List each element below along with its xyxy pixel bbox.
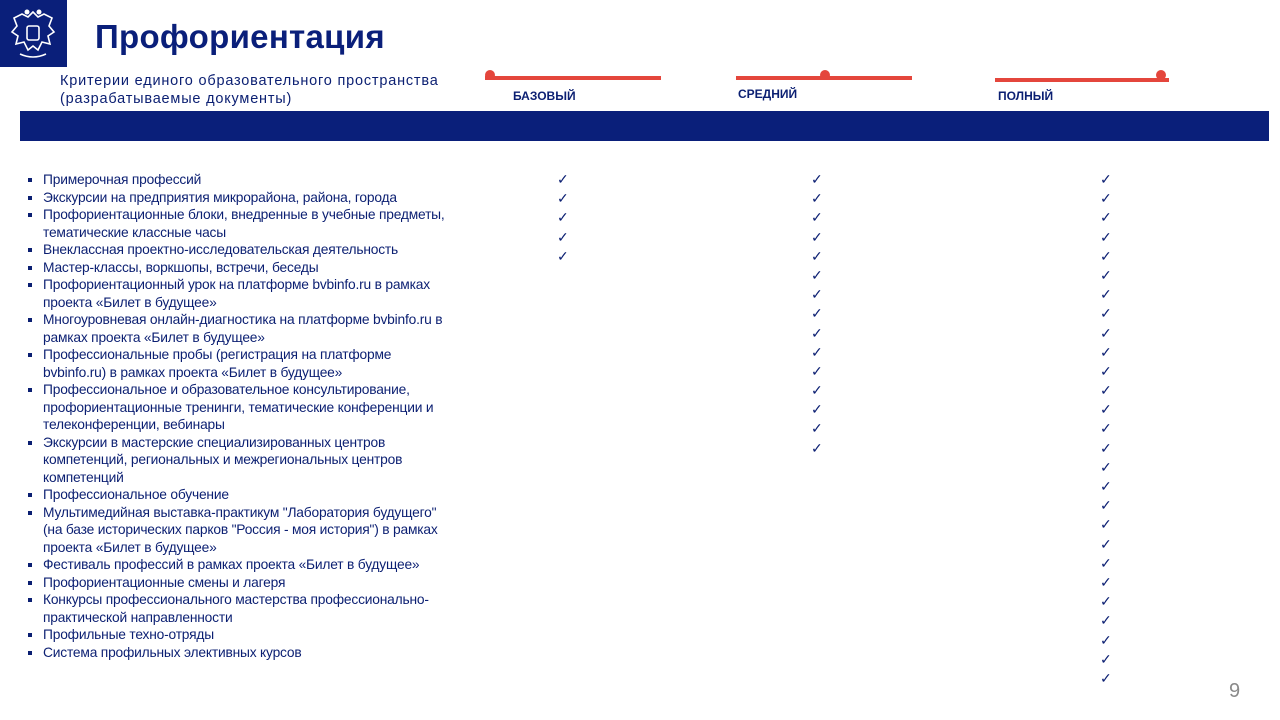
level-label-base: БАЗОВЫЙ	[513, 89, 576, 103]
checkmark-icon: ✓	[1100, 497, 1112, 514]
checkmark-icon: ✓	[557, 171, 569, 187]
level-bar	[995, 78, 1169, 82]
checkmark-icon: ✓	[1100, 286, 1112, 303]
checkmark-icon: ✓	[811, 228, 823, 245]
header-band	[20, 111, 1269, 141]
checkmark-icon: ✓	[1100, 650, 1112, 667]
checkmark-icon: ✓	[1100, 343, 1112, 360]
list-item: Экскурсии на предприятия микрорайона, района, города	[28, 189, 448, 207]
checkmark-icon: ✓	[1100, 631, 1112, 648]
checkmark-icon: ✓	[557, 247, 569, 264]
subtitle-line-1: Критерии единого образовательного пространства	[60, 73, 439, 89]
check-column-base	[557, 171, 569, 267]
check-column-full	[1100, 171, 1112, 689]
checkmark-icon: ✓	[811, 190, 823, 207]
checkmark-icon: ✓	[1100, 401, 1112, 418]
level-dot	[1156, 70, 1166, 80]
checkmark-icon: ✓	[811, 420, 823, 437]
checkmark-icon: ✓	[1100, 247, 1112, 264]
checkmark-icon: ✓	[557, 190, 569, 207]
list-item: Фестиваль профессий в рамках проекта «Билет в будущее»	[28, 556, 448, 574]
level-indicator-base	[485, 70, 661, 84]
checkmark-icon: ✓	[1100, 382, 1112, 399]
level-dot	[485, 70, 495, 80]
level-indicator-full	[995, 70, 1169, 84]
level-label-full: ПОЛНЫЙ	[998, 89, 1054, 103]
checkmark-icon: ✓	[1100, 458, 1112, 475]
checkmark-icon: ✓	[1100, 516, 1112, 533]
list-item: Примерочная профессий	[28, 171, 448, 189]
checkmark-icon: ✓	[1100, 228, 1112, 245]
subtitle	[60, 72, 439, 108]
checkmark-icon: ✓	[1100, 593, 1112, 610]
checkmark-icon: ✓	[811, 362, 823, 379]
level-label-medium: СРЕДНИЙ	[738, 87, 798, 101]
check-column-medium	[811, 171, 823, 459]
checkmark-icon: ✓	[1100, 535, 1112, 552]
list-item: Профессиональное обучение	[28, 486, 448, 504]
checkmark-icon: ✓	[1100, 209, 1112, 226]
list-item: Профориентационные блоки, внедренные в учебные предметы, тематические классные часы	[28, 206, 448, 241]
list-item: Экскурсии в мастерские специализированных центров компетенций, региональных и межрегиональных центров компетенций	[28, 434, 448, 487]
list-item: Мастер-классы, воркшопы, встречи, беседы	[28, 259, 448, 277]
checkmark-icon: ✓	[557, 228, 569, 245]
checkmark-icon: ✓	[1100, 171, 1112, 187]
list-item: Профессиональное и образовательное консультирование, профориентационные тренинги, тематические конференции и телеконференции, вебинары	[28, 381, 448, 434]
checkmark-icon: ✓	[1100, 669, 1112, 686]
level-bar	[485, 76, 661, 80]
checkmark-icon: ✓	[811, 439, 823, 456]
checkmark-icon: ✓	[811, 171, 823, 187]
subtitle-line-2: (разрабатываемые документы)	[60, 91, 293, 107]
checkmark-icon: ✓	[557, 209, 569, 226]
level-dot	[820, 70, 830, 80]
checkmark-icon: ✓	[1100, 324, 1112, 341]
checkmark-icon: ✓	[811, 209, 823, 226]
checkmark-icon: ✓	[811, 247, 823, 264]
checkmark-icon: ✓	[811, 305, 823, 322]
list-item: Внеклассная проектно-исследовательская деятельность	[28, 241, 448, 259]
list-item: Конкурсы профессионального мастерства профессионально-практической направленности	[28, 591, 448, 626]
list-item: Система профильных элективных курсов	[28, 644, 448, 662]
page-number: 9	[1229, 680, 1241, 702]
checkmark-icon: ✓	[1100, 420, 1112, 437]
checkmark-icon: ✓	[811, 343, 823, 360]
criteria-list	[28, 171, 448, 661]
list-item: Профориентационные смены и лагеря	[28, 574, 448, 592]
checkmark-icon: ✓	[1100, 362, 1112, 379]
checkmark-icon: ✓	[1100, 190, 1112, 207]
list-item: Мультимедийная выставка-практикум "Лаборатория будущего" (на базе исторических парков "Россия - моя история") в рамках проекта «Билет в будущее»	[28, 504, 448, 557]
list-item: Многоуровневая онлайн-диагностика на платформе bvbinfo.ru в рамках проекта «Билет в будущее»	[28, 311, 448, 346]
checkmark-icon: ✓	[1100, 305, 1112, 322]
checkmark-icon: ✓	[1100, 554, 1112, 571]
coat-of-arms-logo	[0, 0, 67, 67]
checkmark-icon: ✓	[811, 401, 823, 418]
checkmark-icon: ✓	[1100, 478, 1112, 494]
checkmark-icon: ✓	[1100, 573, 1112, 590]
checkmark-icon: ✓	[1100, 266, 1112, 283]
checkmark-icon: ✓	[811, 324, 823, 341]
checkmark-icon: ✓	[811, 266, 823, 283]
checkmark-icon: ✓	[811, 382, 823, 399]
page-title: Профориентация	[95, 18, 385, 55]
checkmark-icon: ✓	[1100, 612, 1112, 629]
checkmark-icon: ✓	[811, 286, 823, 303]
level-indicator-medium	[736, 70, 912, 84]
checkmark-icon: ✓	[1100, 439, 1112, 456]
list-item: Профильные техно-отряды	[28, 626, 448, 644]
list-item: Профориентационный урок на платформе bvbinfo.ru в рамках проекта «Билет в будущее»	[28, 276, 448, 311]
list-item: Профессиональные пробы (регистрация на платформе bvbinfo.ru) в рамках проекта «Билет в будущее»	[28, 346, 448, 381]
